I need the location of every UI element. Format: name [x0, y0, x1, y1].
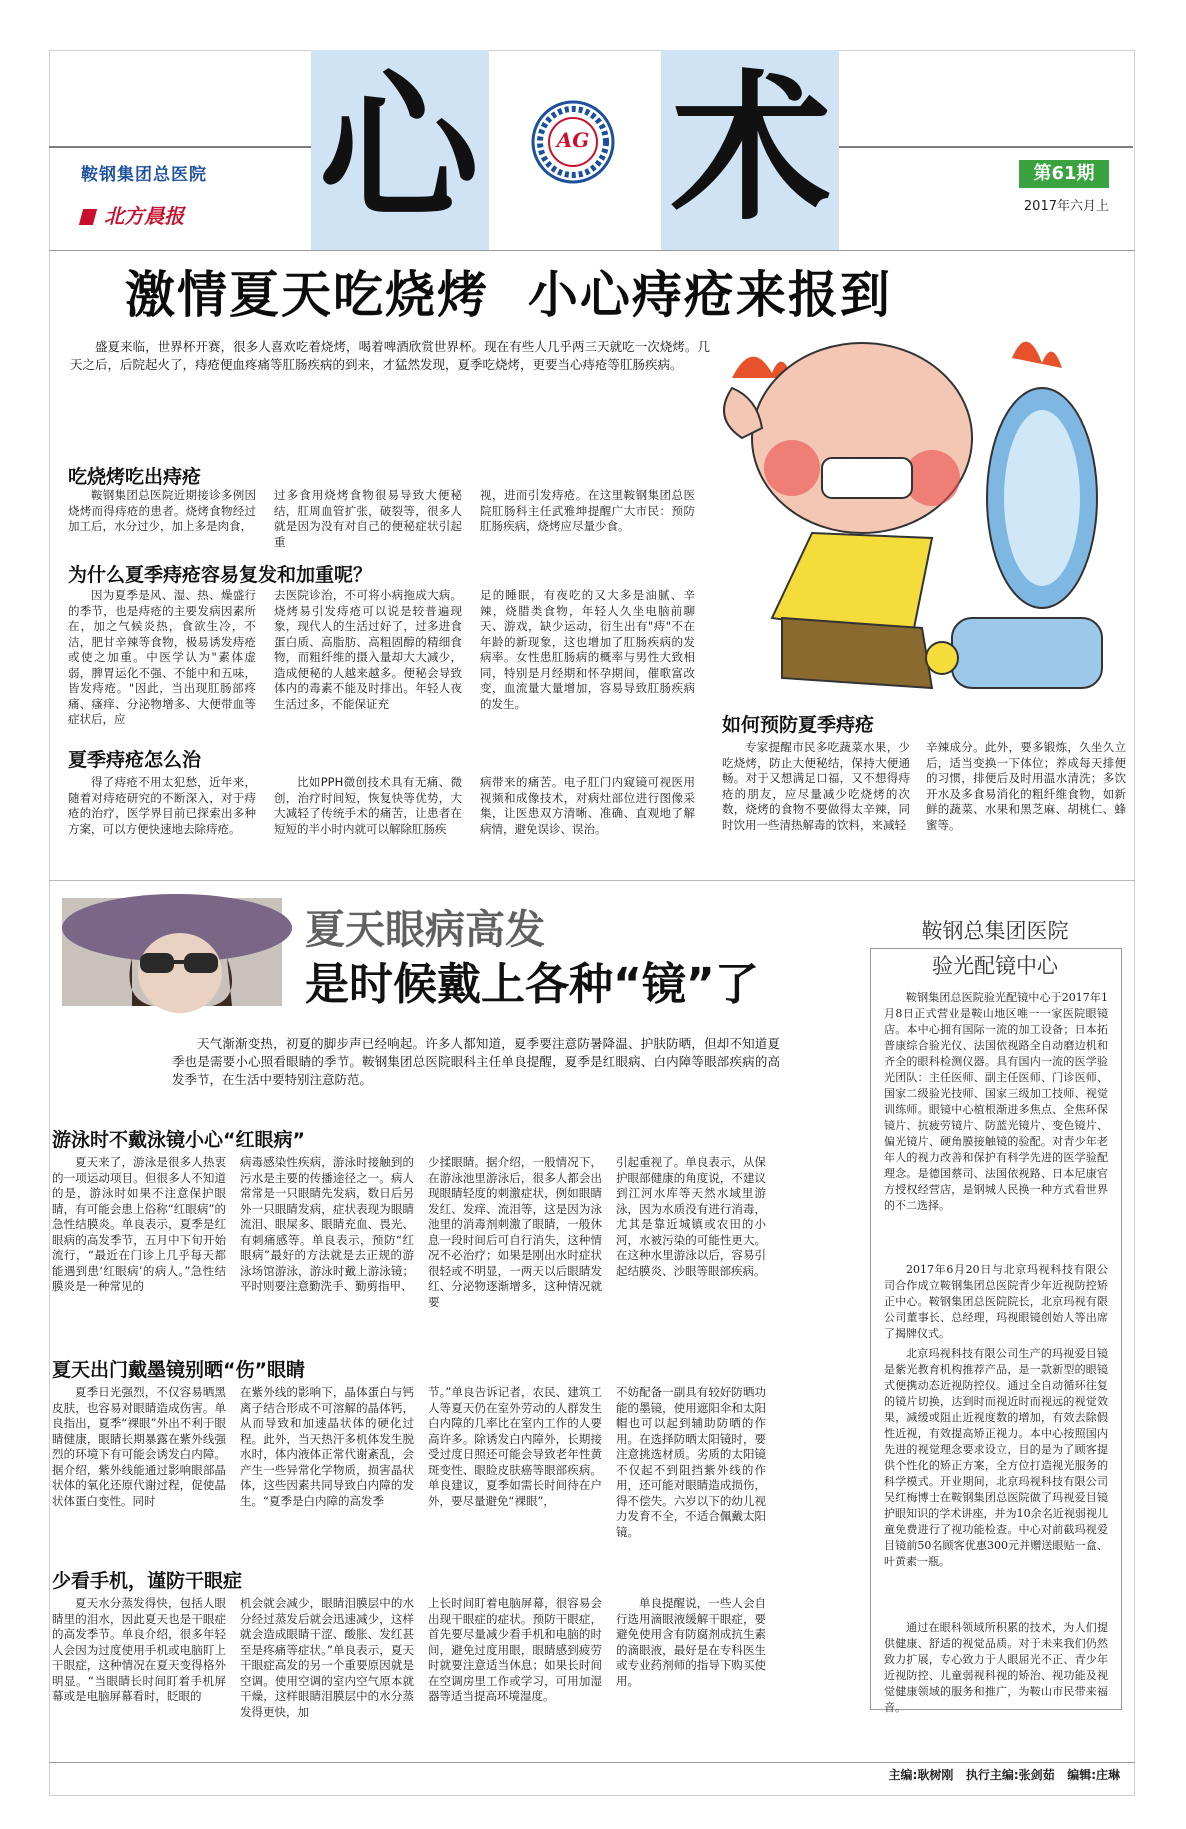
article1-sub3-col2: 比如PPH微创技术具有无痛、微创，治疗时间短，恢复快等优势，大大减轻了传统手术的痛苦，让患者在短短的半小时内就可以解除肛肠疾 — [274, 775, 462, 836]
masthead-rule-left — [49, 146, 311, 148]
masthead-title-char1: 心 — [319, 54, 480, 242]
issue-date: 2017年六月上 — [1023, 199, 1109, 214]
article2-subhead-3: 少看手机，谨防干眼症 — [52, 1570, 243, 1592]
sidebar-para-3: 北京玛视科技有限公司生产的玛视爱目镜是紫光教育机构推荐产品，是一款新型的眼镜式便携动态近视防控仪。通过全自动循环往复的镜片切换，达到时而视近时而视远的视觉效果，减缓或阻止近视度数的增加，有效去除假性近视，有效提高矫正视力。本中心按照国内先进的视觉理念要求设立，目的是为了顾客提供个性化的矫正方案，全方位打造视光服务的科学模式。开业期间，北京玛视科技有限公司吴红梅博士在鞍钢集团总医院做了玛视爱目镜护眼知识的学术讲座，并为10余名近视弱视儿童免费进行了视功能检查。中心对前截玛视爱目镜前50名顾客优惠300元并赠送眼贴一盒、叶黄素一瓶。 — [884, 1347, 1108, 1568]
paper-name-text: 北方晨报 — [104, 204, 185, 228]
article2-sub3-col1: 夏天水分蒸发得快，包括人眼睛里的泪水，因此夏天也是干眼症的高发季节。单良介绍，很多年轻人会因为过度使用手机或电脑盯上干眼症，这种情况在夏天变得格外明显。“当眼睛长时间盯着手机屏幕或是电脑屏幕看时，眨眼的 — [52, 1596, 226, 1703]
article2-headline-line1: 夏天眼病高发 — [305, 907, 545, 953]
article2-sub2-col4: 不妨配备一副具有较好防晒功能的墨镜，使用遮阳伞和太阳帽也可以起到辅助防晒的作用。在选择防晒太阳镜时，要注意挑选材质。劣质的太阳镜不仅起不到阻挡紫外线的作用，还可能对眼睛造成损伤，得不偿失。六岁以下的幼儿视力发育不全，不适合佩戴太阳镜。 — [616, 1385, 766, 1539]
article2-sub3-col2: 机会就会减少，眼睛泪膜层中的水分经过蒸发后就会迅速减少，这样就会造成眼睛干涩、酸胀、发红甚至是疼痛等症状。”单良表示，夏天干眼症高发的另一个重要原因就是空调。使用空调的室内空气原本就干燥，这样眼睛泪膜层中的水分蒸发得更快，加 — [240, 1596, 414, 1719]
article2-subhead-1: 游泳时不戴泳镜小心“红眼病” — [52, 1129, 305, 1151]
article1-sub4-col1: 专家提醒市民多吃蔬菜水果，少吃烧烤，防止大便秘结，保持大便通畅。对于又想满足口福，又不想得痔疮的朋友，应尽量减少吃烧烤的次数，烧烤的食物不要做得太辛辣，同时饮用一些清热解毒的饮料，来减轻 — [722, 740, 910, 832]
article1-sub2-col2: 去医院诊治，不可将小病拖成大病。烧烤易引发痔疮可以说是较普遍现象，现代人的生活过好了，过多进食蛋白质、高脂肪、高粗固醇的精细食物，而粗纤维的摄入量却大大减少，造成便秘的人越来越多。便秘会导致体内的毒素不能及时排出。年轻人夜生活过多，不能保证充 — [274, 588, 462, 711]
article2-headline-line2: 是时候戴上各种“镜”了 — [305, 959, 759, 1010]
emblem-letters: AG — [556, 128, 590, 152]
article2-sub1-col3: 少揉眼睛。据介绍，一般情况下，在游泳池里游泳后，很多人都会出现眼睛轻度的刺激症状，例如眼睛发红、发痒、流泪等，这是因为泳池里的消毒剂刺激了眼睛，一般休息一段时间后可自行消失，这种情况不必治疗；如果是刚出水时症状很轻或不明显，一两天以后眼睛发红、分泌物逐渐增多，这种情况就要 — [428, 1155, 602, 1309]
article2-sub3-col3: 上长时间盯着电脑屏幕，很容易会出现干眼症的症状。预防干眼症，首先要尽量减少看手机和电脑的时间，避免过度用眼，眼睛感到疲劳时就要注意适当休息；如果长时间在空调房里工作或学习，可用加湿器等适当提高环境湿度。 — [428, 1596, 602, 1703]
article1-sub1-col3: 视，进而引发痔疮。在这里鞍钢集团总医院肛肠科主任武雅坤提醒广大市民：预防肛肠疾病，烧烤应尽量少食。 — [480, 488, 695, 533]
hospital-name: 鞍钢集团总医院 — [81, 165, 207, 185]
masthead-bottom-rule — [49, 250, 1135, 251]
masthead-title-char2: 术 — [671, 54, 832, 242]
article1-lead: 盛夏来临，世界杯开赛，很多人喜欢吃着烧烤，喝着啤酒欣赏世界杯。现在有些人几乎两三天就吃一次烧烤。几天之后，后院起火了，痔疮便血疼痛等肛肠疾病的到来，才猛然发现，夏季吃烧烤，更要当心痔疮等肛肠疾病。 — [70, 339, 710, 372]
article2-sub2-col2: 在紫外线的影响下，晶体蛋白与钙离子结合形成不可溶解的晶体钙，从而导致和加速晶状体的硬化过程。此外，当天热汗多机体发生脱水时，体内液体正常代谢紊乱，会产生一些异常化学物质，损害晶状体，这些因素共同导致白内障的发生。“夏季是白内障的高发季 — [240, 1385, 414, 1508]
article1-sub2-col3: 足的睡眠，有夜吃的又大多是油腻、辛辣，烧腊类食物，年轻人久坐电脑前聊天、游戏，缺少运动，衍生出有"痔"不在年龄的新现象，这也增加了肛肠疾病的发病率。女性患肛肠病的概率与男性大致相同，特别是月经期和怀孕期间，催歌富改变，血流量大量增加，容易导致肛肠疾病的发生。 — [480, 588, 695, 711]
sidebar-para-2: 2017年6月20日与北京玛视科技有限公司合作成立鞍钢集团总医院青少年近视防控矫正中心。鞍钢集团总医院院长，北京玛视有限公司董事长、总经理，玛视眼镜创始人等出席了揭牌仪式。 — [884, 1263, 1108, 1340]
article1-subhead-3: 夏季痔疮怎么治 — [68, 749, 202, 771]
sidebar-title-1: 鞍钢总集团医院 — [870, 915, 1120, 945]
article2-sub3-col4: 单良提醒说，一些人会自行选用滴眼液缓解干眼症，要避免使用含有防腐剂成抗生素的滴眼液，最好是在专科医生或专业药剂师的指导下购买使用。 — [616, 1596, 766, 1688]
article2-lead: 天气渐渐变热，初夏的脚步声已经响起。许多人都知道，夏季要注意防暑降温、护肤防晒，但却不知道夏季也是需要小心照看眼睛的季节。鞍钢集团总医院眼科主任单良提醒，夏季是红眼病、白内障等眼部疾病的高发季节，在生活中要特别注意防范。 — [172, 1036, 780, 1087]
article1-subhead-4: 如何预防夏季痔疮 — [722, 714, 875, 736]
article1-sub3-col1: 得了痔疮不用太犯愁，近年来，随着对痔疮研究的不断深入，对于痔疮的治疗，医学界目前已探索出多种方案，可以方便快速地去除痔疮。 — [68, 775, 256, 836]
paper-name — [81, 200, 184, 229]
hospital-emblem-icon — [531, 100, 615, 184]
article1-subhead-2: 为什么夏季痔疮容易复发和加重呢？ — [68, 564, 373, 586]
article2-sub1-col1: 夏天来了，游泳是很多人热衷的一项运动项目。但很多人不知道的是，游泳时如果不注意保护眼睛，有可能会患上俗称“红眼病”的急性结膜炎。单良表示，夏季是红眼病的高发季节，五月中下旬开始流行，“最近在门诊上几乎每天都能遇到患‘红眼病’的病人。”急性结膜炎是一种常见的 — [52, 1155, 226, 1293]
article1-sub1-col2: 过多食用烧烤食物很易导致大便秘结，肛周血管扩张，破裂等，很多人就是因为没有对自己的便秘症状引起重 — [274, 488, 462, 549]
hemorrhoid-cartoon-illustration — [712, 318, 1132, 708]
article2-sub2-col3: 节。”单良告诉记者，农民、建筑工人等夏天仍在室外劳动的人群发生白内障的几率比在室内工作的人要高许多。除诱发白内障外，长期接受过度日照还可能会导致老年性黄斑变性、眼睑皮肤癌等眼部疾病。单良建议，夏季如需长时间待在户外，要尽量避免“裸眼”， — [428, 1385, 602, 1508]
article2-subhead-2: 夏天出门戴墨镜别晒“伤”眼睛 — [52, 1359, 305, 1381]
article1-sub1-col1: 鞍钢集团总医院近期接诊多例因烧烤而得痔疮的患者。烧烤食物经过加工后，水分过少，加上多是肉食， — [68, 488, 256, 533]
article2-sub1-col4: 引起重视了。单良表示，从保护眼部健康的角度说，不建议到江河水库等天然水域里游泳，因为水质没有进行消毒，尤其是靠近城镇或农田的小河，水被污染的可能性更大。在这种水里游泳以后，容易引起结膜炎、沙眼等眼部疾病。 — [616, 1155, 766, 1278]
masthead-rule-right — [839, 146, 1133, 148]
article1-subhead-1: 吃烧烤吃出痔疮 — [68, 466, 202, 488]
article1-sub4-col2: 辛辣成分。此外，要多锻炼，久坐久立后，适当变换一下体位；养成每天排便的习惯，排便后及时用温水清洗；多饮开水及多食易消化的粗纤维食物，如新鲜的蔬菜、水果和黑芝麻、胡桃仁、蜂蜜等。 — [926, 740, 1126, 832]
article2-sub1-col2: 病毒感染性疾病，游泳时接触到的污水是主要的传播途径之一。病人常常是一只眼睛先发病，数日后另外一只眼睛发病，症状表现为眼睛流泪、眼屎多、眼睛充血、畏光、有刺痛感等。单良表示，预防“红眼病”最好的方法就是去正规的游泳场馆游泳，游泳时戴上游泳镜；平时则要注意勤洗手、勤剪指甲、 — [240, 1155, 414, 1293]
paper-logo-mark — [79, 209, 97, 225]
article2-sub2-col1: 夏季日光强烈，不仅容易晒黑皮肤，也容易对眼睛造成伤害。单良指出，夏季“裸眼”外出不利于眼睛健康，眼睛长期暴露在紫外线强烈的环境下有可能会诱发白内障。据介绍，紫外线能通过影响眼部晶状体的氧化还原代谢过程，促使晶状体蛋白变性。同时 — [52, 1385, 226, 1508]
article1-sub3-col3: 病带来的痛苦。电子肛门内窥镜可视医用视频和成像技术，对病灶部位进行图像采集，让医患双方清晰、准确、直观地了解病情，避免误诊、误治。 — [480, 775, 695, 836]
issue-badge: 第61期 — [1019, 160, 1109, 188]
article1-headline: 激情夏天吃烧烤 小心痔疮来报到 — [125, 266, 892, 324]
article1-sub2-col1: 因为夏季是风、湿、热、燥盛行的季节，也是痔疮的主要发病因素所在，加之气候炎热，食欲生冷，不洁，肥甘辛辣等食物，极易诱发痔疮或使之加重。中医学认为"素体虚弱，脾胃运化不强、不能中和五味，皆发痔疮。"因此，当出现肛肠部疼痛、瘙痒、分泌物增多、大便带血等症状后，应 — [68, 588, 256, 726]
footer-credits: 主编:耿树刚 执行主编:张剑茹 编辑:庄琳 — [888, 1768, 1120, 1782]
masthead — [49, 50, 1135, 250]
woman-sunglasses-photo — [62, 898, 282, 1006]
footer-rule — [49, 1762, 1135, 1763]
sidebar-title-2: 验光配镜中心 — [932, 954, 1058, 978]
article-divider — [49, 880, 1135, 881]
sidebar-para-4: 通过在眼科领域所积累的技术，为人们提供健康、舒适的视觉品质。对于未来我们仍然致力扩展，专心致力于人眼屈光不正、青少年近视防控、儿童弱视科视的矫治、视功能及视觉健康领域的服务和推广，为鞍山市民带来福音。 — [884, 1621, 1108, 1714]
sidebar-para-1: 鞍钢集团总医院验光配镜中心于2017年1月8日正式营业是鞍山地区唯一一家医院眼镜店。本中心拥有国际一流的加工设备；日本拓普康综合验光仪、法国依视路全自动磨边机和齐全的眼科检测仪器。具有国内一流的医学验光团队：主任医师、副主任医师、门诊医师、国家二级验光技师、国家三级加工技师、视觉训练师。眼镜中心植根渐进多焦点、全焦环保镜片、抗疲劳镜片、防蓝光镜片、变色镜片、偏光镜片、硬角膜接触镜的验配。对青少年老年人的视力改善和保护有科学先进的医学验配理念。是德国蔡司、法国依视路、日本尼康官方授权经营店，是钢城人民换一种方式看世界的不二选择。 — [884, 991, 1108, 1212]
